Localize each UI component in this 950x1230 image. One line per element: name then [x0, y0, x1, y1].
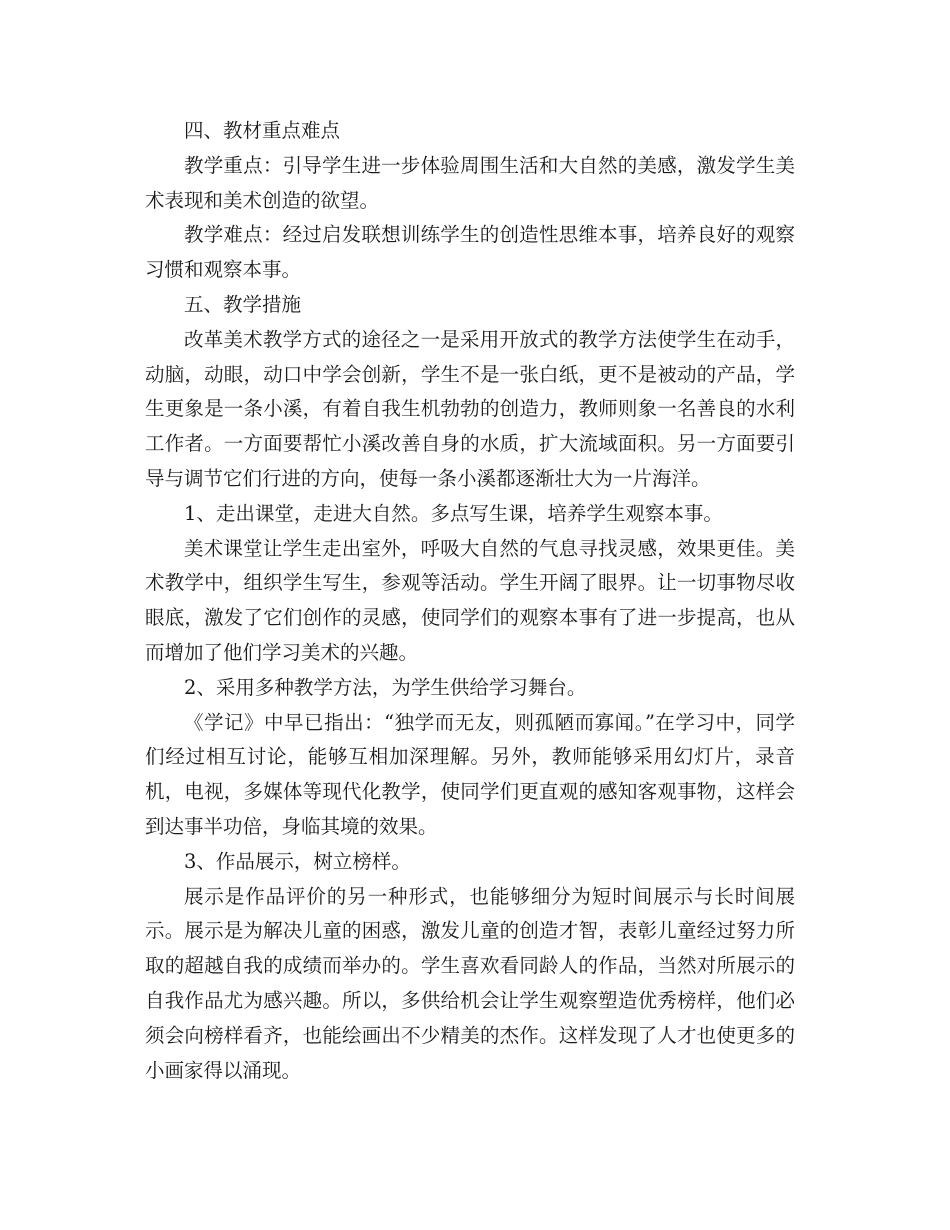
- paragraph-exhibition: 展示是作品评价的另一种形式，也能够细分为短时间展示与长时间展示。展示是为解决儿童的困惑，激发儿童的创造才智，表彰儿童经过努力所取的超越自我的成绩而举办的。学生喜欢看同龄人的作品，当然对所展示的自我作品尤为感兴趣。所以，多供给机会让学生观察塑造优秀榜样，他们必须会向榜样看齐，也能绘画出不少精美的杰作。这样发现了人才也使更多的小画家得以涌现。: [145, 884, 795, 1082]
- paragraph-outdoors: 美术课堂让学生走出室外，呼吸大自然的气息寻找灵感，效果更佳。美术教学中，组织学生写生，参观等活动。学生开阔了眼界。让一切事物尽收眼底，激发了它们创作的灵感，使同学们的观察本事有了进一步提高，也从而增加了他们学习美术的兴趣。: [145, 536, 795, 664]
- subheading-teaching-methods: 2、采用多种教学方法，为学生供给学习舞台。: [184, 675, 587, 699]
- section-heading-measures: 五、教学措施: [184, 292, 302, 316]
- paragraph-teaching-difficulty: 教学难点：经过启发联想训练学生的创造性思维本事，培养良好的观察习惯和观察本事。: [145, 223, 795, 282]
- subheading-exhibition: 3、作品展示，树立榜样。: [184, 849, 411, 873]
- section-heading-key-points: 四、教材重点难点: [184, 119, 341, 142]
- subheading-go-outdoors: 1、走出课堂，走进大自然。多点写生课，培养学生观察本事。: [184, 501, 723, 525]
- paragraph-teaching-focus: 教学重点：引导学生进一步体验周围生活和大自然的美感，激发学生美术表现和美术创造的欲望。: [145, 153, 795, 212]
- document-body: [145, 114, 795, 1088]
- paragraph-methods: 《学记》中早已指出：“独学而无友，则孤陋而寡闻。”在学习中，同学们经过相互讨论，能够互相加深理解。另外，教师能够采用幻灯片，录音机，电视，多媒体等现代化教学，使同学们更直观的感知客观事物，这样会到达事半功倍，身临其境的效果。: [145, 710, 795, 838]
- paragraph-reform: 改革美术教学方式的途径之一是采用开放式的教学方法使学生在动手，动脑，动眼，动口中学会创新，学生不是一张白纸，更不是被动的产品，学生更象是一条小溪，有着自我生机勃勃的创造力，教师则象一名善良的水利工作者。一方面要帮忙小溪改善自身的水质，扩大流域面积。另一方面要引导与调节它们行进的方向，使每一条小溪都逐渐壮大为一片海洋。: [145, 327, 795, 490]
